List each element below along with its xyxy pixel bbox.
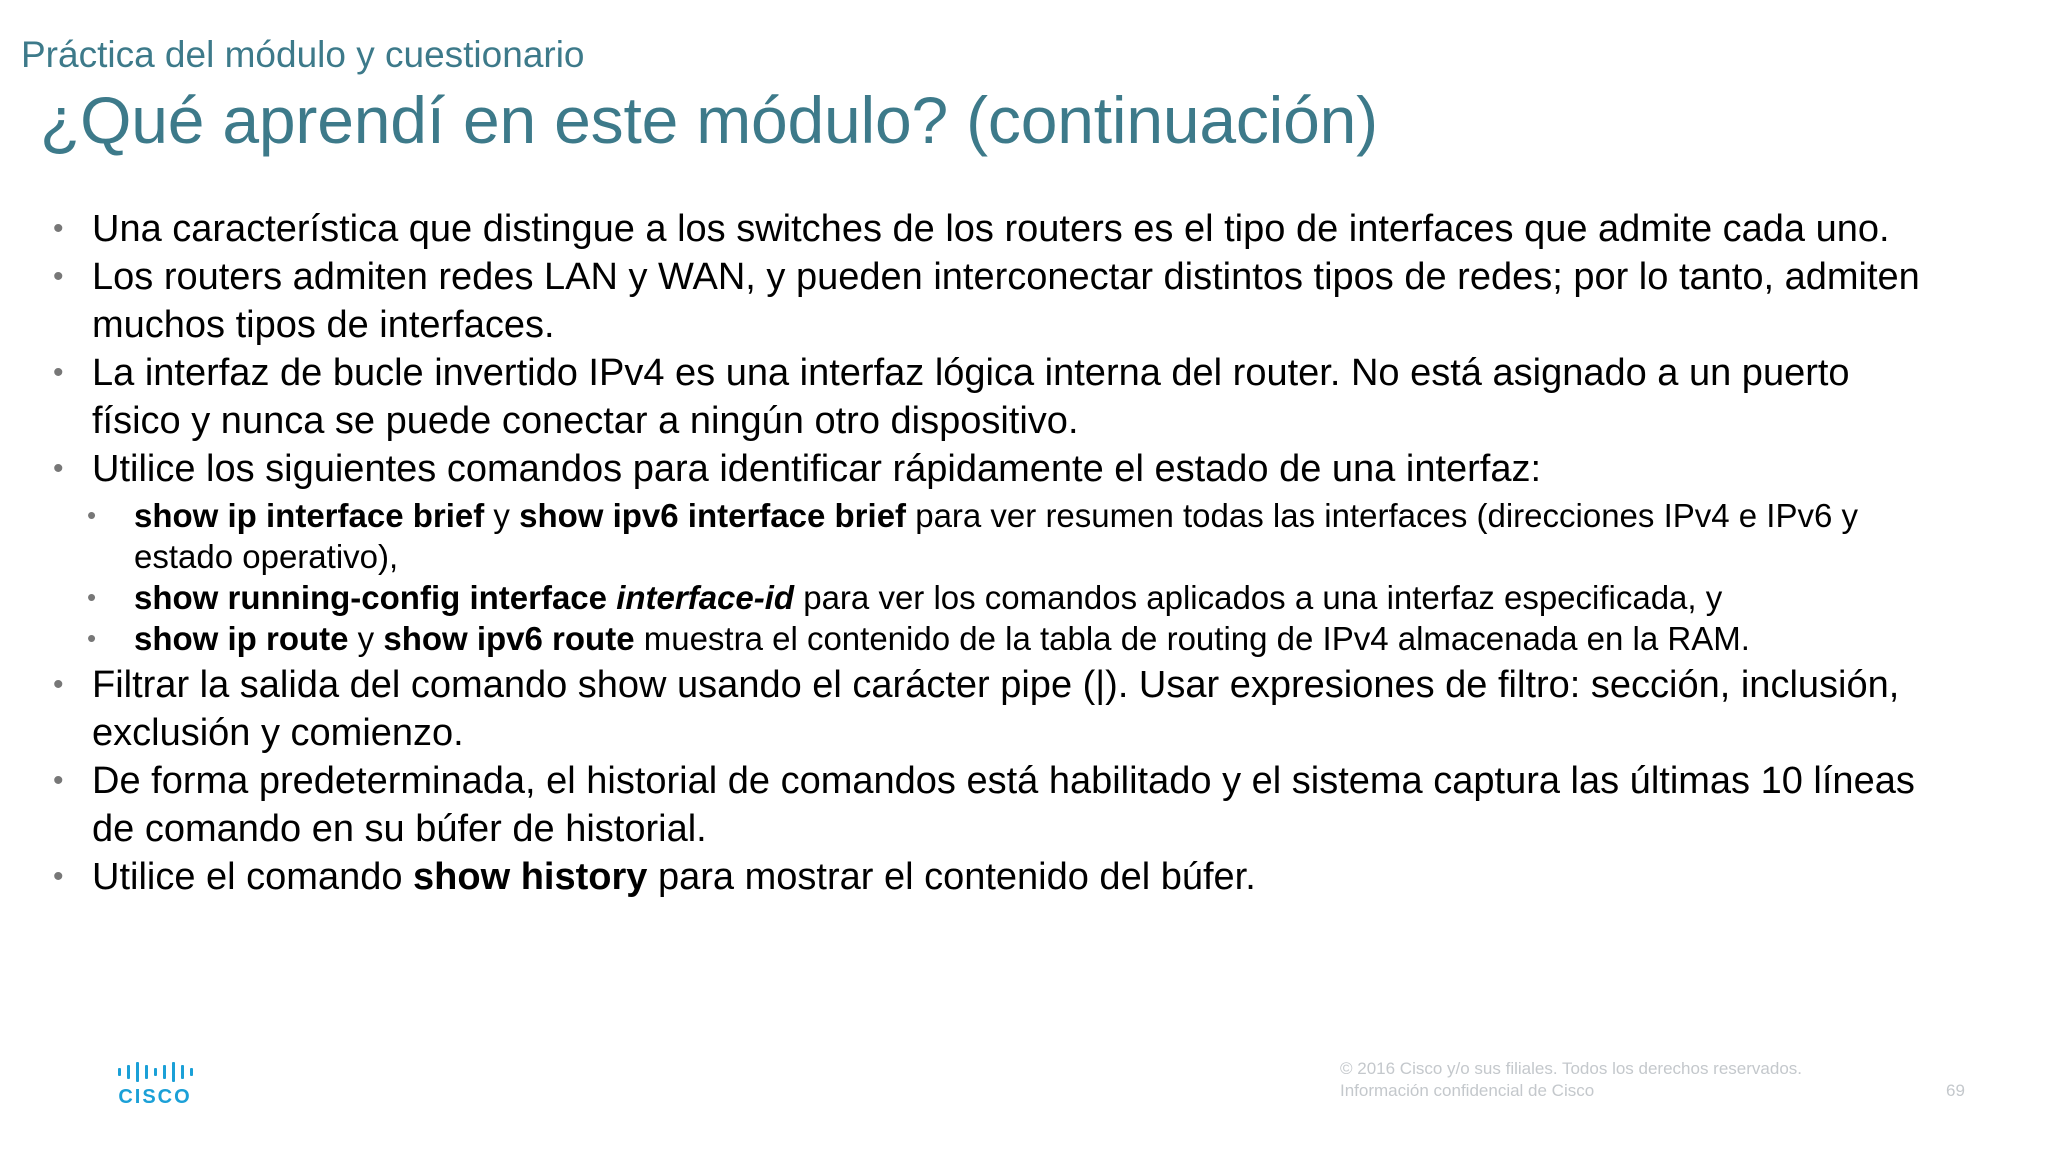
bullet-text: Utilice los siguientes comandos para identificar rápidamente el estado de una interfaz: — [92, 448, 1542, 490]
command-text: show ip route — [134, 620, 349, 657]
bullet-icon: • — [53, 668, 64, 701]
footer-notice — [1340, 1058, 1802, 1102]
sub-bullet-item — [0, 495, 1960, 577]
bullet-icon: • — [53, 356, 64, 389]
confidential-text: Información confidencial de Cisco — [1340, 1081, 1595, 1100]
command-text: show running-config interface — [134, 579, 617, 616]
bullet-text: Utilice el comando — [92, 856, 414, 898]
description-text: para ver resumen todas las interfaces (direcciones IPv4 e IPv6 y estado operativo), — [134, 497, 1858, 575]
sub-bullet-icon: • — [87, 623, 97, 653]
cisco-logo-text: CISCO — [118, 1086, 192, 1108]
section-title: Práctica del módulo y cuestionario — [21, 34, 585, 75]
command-text: show ip interface brief — [134, 497, 485, 534]
copyright-text: © 2016 Cisco y/o sus filiales. Todos los derechos reservados. — [1340, 1059, 1802, 1078]
bullet-text: Una característica que distingue a los switches de los routers es el tipo de interfaces que admite cada uno. — [92, 208, 1890, 250]
bullet-icon: • — [53, 860, 64, 893]
bullet-text: La interfaz de bucle invertido IPv4 es una interfaz lógica interna del router. No está asignado a un puerto físico y nunca se puede conectar a ningún otro dispositivo. — [92, 352, 1850, 442]
bullet-icon: • — [53, 212, 64, 245]
command-text: show ipv6 interface brief — [519, 497, 907, 534]
cisco-logo-icon — [110, 1060, 200, 1084]
bullet-item — [0, 661, 1930, 757]
description-text: muestra el contenido de la tabla de routing de IPv4 almacenada en la RAM. — [634, 620, 1750, 657]
bullet-item — [0, 253, 1930, 349]
bullet-icon: • — [53, 260, 64, 293]
sub-bullet-item — [0, 618, 1960, 659]
bullet-item — [0, 757, 1930, 853]
connector-text: y — [348, 620, 384, 657]
cisco-logo — [110, 1060, 200, 1106]
description-text: para ver los comandos aplicados a una interfaz especificada, y — [794, 579, 1723, 616]
command-text: show history — [413, 856, 648, 898]
bullet-list — [0, 205, 2048, 901]
connector-text: y — [484, 497, 520, 534]
command-text: show ipv6 route — [383, 620, 635, 657]
bullet-text: para mostrar el contenido del búfer. — [647, 856, 1256, 898]
sub-bullet-icon: • — [87, 500, 97, 530]
page-number: 69 — [1946, 1081, 1965, 1100]
bullet-icon: • — [53, 764, 64, 797]
bullet-item — [0, 445, 1930, 493]
sub-bullet-item — [0, 577, 1960, 618]
slide-title: ¿Qué aprendí en este módulo? (continuación) — [40, 83, 1378, 157]
sub-bullet-icon: • — [87, 582, 97, 612]
bullet-item — [0, 853, 1930, 901]
command-argument: interface-id — [616, 579, 795, 616]
bullet-text: Los routers admiten redes LAN y WAN, y pueden interconectar distintos tipos de redes; por lo tanto, admiten muchos tipos de interfaces. — [92, 256, 1920, 346]
bullet-icon: • — [53, 452, 64, 485]
bullet-text: De forma predeterminada, el historial de comandos está habilitado y el sistema captura las últimas 10 líneas de comando en su búfer de historial. — [92, 760, 1915, 850]
bullet-item — [0, 205, 1930, 253]
bullet-item — [0, 349, 1930, 445]
bullet-text: Filtrar la salida del comando show usando el carácter pipe (|). Usar expresiones de filtro: sección, inclusión, exclusión y comienzo. — [92, 664, 1900, 754]
